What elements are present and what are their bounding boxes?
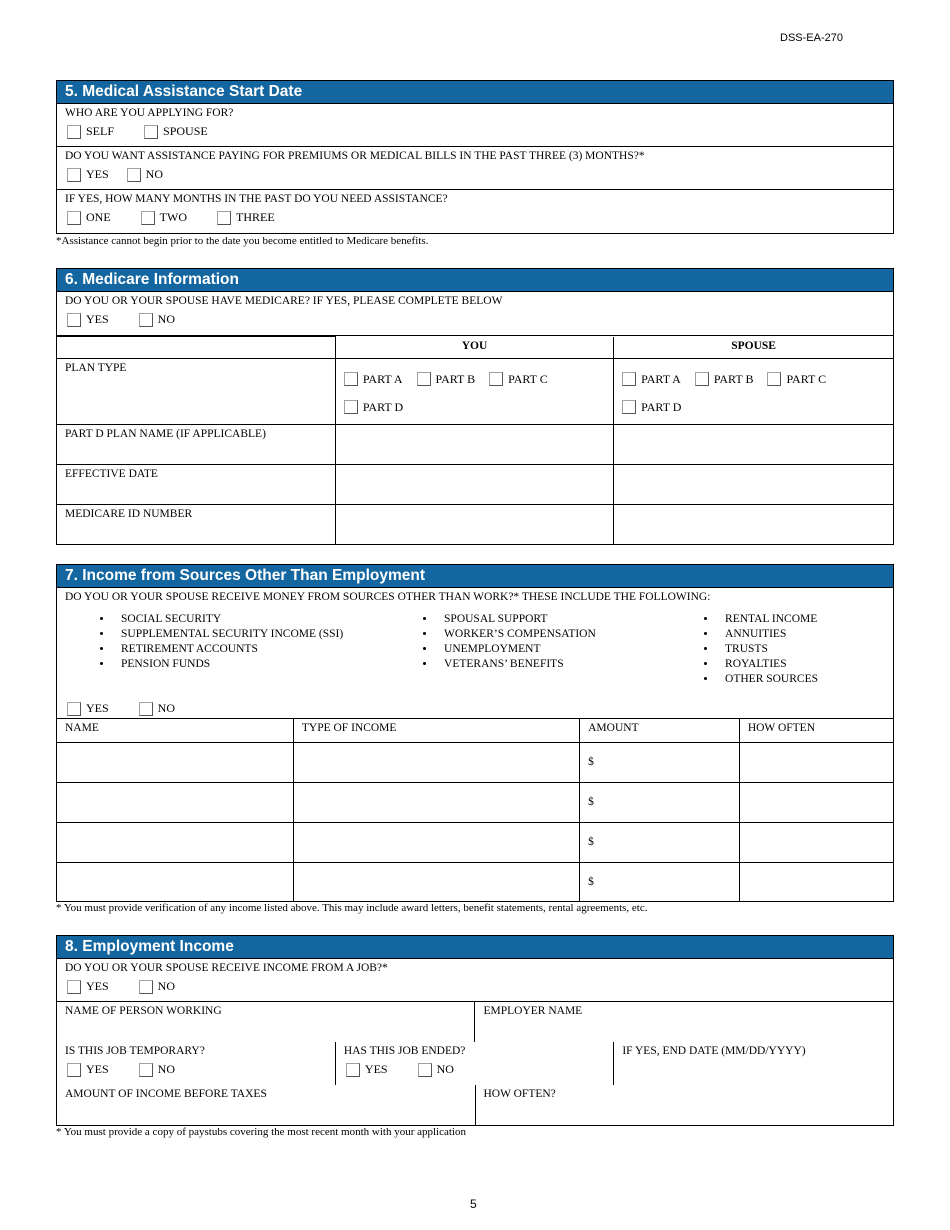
checkbox-icon[interactable]: [139, 313, 153, 327]
type-field[interactable]: [293, 742, 579, 782]
col-spouse: SPOUSE: [614, 337, 893, 359]
list-item: • ANNUITIES: [717, 627, 893, 642]
three-checkbox[interactable]: THREE: [217, 210, 275, 225]
checkbox-icon[interactable]: [67, 211, 81, 225]
section8-note: * You must provide a copy of paystubs covering the most recent month with your application: [56, 1126, 466, 1138]
checkbox-icon[interactable]: [141, 211, 155, 225]
checkbox-icon[interactable]: [489, 372, 503, 386]
how-often-field[interactable]: HOW OFTEN?: [475, 1085, 893, 1125]
section7-note: * You must provide verification of any income listed above. This may include award letters, benefit statements, rental agreements, etc.: [56, 902, 648, 914]
header-type-of-income: TYPE OF INCOME: [293, 719, 579, 742]
spouse-part-d-plan-name-field[interactable]: [614, 425, 893, 465]
checkbox-icon[interactable]: [346, 1063, 360, 1077]
section-medicare-information: [56, 268, 894, 545]
table-row: [57, 782, 893, 822]
no-checkbox[interactable]: NO: [139, 312, 175, 327]
checkbox-icon[interactable]: [418, 1063, 432, 1077]
list-item: • ROYALTIES: [717, 657, 893, 672]
section-medical-assistance-start-date: [56, 80, 894, 234]
name-of-person-working-field[interactable]: NAME OF PERSON WORKING: [57, 1002, 475, 1042]
spouse-part-b-checkbox[interactable]: PART B: [695, 365, 754, 393]
you-part-d-plan-name-field[interactable]: [335, 425, 613, 465]
list-item: • SOCIAL SECURITY: [113, 612, 416, 627]
list-item: • UNEMPLOYMENT: [436, 642, 697, 657]
section-title: 8. Employment Income: [57, 936, 893, 959]
spouse-medicare-id-field[interactable]: [614, 505, 893, 544]
amount-field[interactable]: $: [580, 822, 740, 862]
yes-checkbox[interactable]: YES: [67, 167, 109, 182]
question-label: WHO ARE YOU APPLYING FOR?: [65, 107, 234, 119]
yes-checkbox[interactable]: YES: [67, 979, 109, 994]
question-label: DO YOU OR YOUR SPOUSE RECEIVE MONEY FROM SOURCES OTHER THAN WORK?* THESE INCLUDE THE FOLLOWING:: [65, 591, 711, 603]
list-item: • OTHER SOURCES: [717, 672, 893, 687]
two-checkbox[interactable]: TWO: [141, 210, 187, 225]
checkbox-icon[interactable]: [217, 211, 231, 225]
income-table: [57, 719, 893, 901]
row-label: PLAN TYPE: [57, 359, 335, 425]
checkbox-icon[interactable]: [67, 1063, 81, 1077]
type-field[interactable]: [293, 862, 579, 901]
amount-field[interactable]: $: [580, 742, 740, 782]
type-field[interactable]: [293, 782, 579, 822]
checkbox-icon[interactable]: [767, 372, 781, 386]
amount-field[interactable]: $: [580, 862, 740, 901]
list-item: • WORKER’S COMPENSATION: [436, 627, 697, 642]
checkbox-icon[interactable]: [417, 372, 431, 386]
no-checkbox[interactable]: NO: [139, 979, 175, 994]
name-field[interactable]: [57, 782, 293, 822]
how-often-field[interactable]: [739, 862, 893, 901]
employment-table-3: [57, 1085, 893, 1125]
question-label: DO YOU WANT ASSISTANCE PAYING FOR PREMIUMS OR MEDICAL BILLS IN THE PAST THREE (3) MONTHS?*: [65, 150, 645, 162]
checkbox-icon[interactable]: [139, 702, 153, 716]
row-label: MEDICARE ID NUMBER: [57, 505, 335, 544]
spouse-effective-date-field[interactable]: [614, 465, 893, 505]
checkbox-icon[interactable]: [695, 372, 709, 386]
checkbox-icon[interactable]: [67, 980, 81, 994]
you-part-b-checkbox[interactable]: PART B: [417, 365, 476, 393]
job-income-row: [57, 959, 893, 1002]
temporary-no-checkbox[interactable]: NO: [139, 1062, 175, 1077]
self-checkbox[interactable]: SELF: [67, 124, 114, 139]
checkbox-icon[interactable]: [139, 980, 153, 994]
income-sources-list-3: [697, 612, 893, 687]
you-part-c-checkbox[interactable]: PART C: [489, 365, 548, 393]
list-item: • PENSION FUNDS: [113, 657, 416, 672]
checkbox-icon[interactable]: [67, 168, 81, 182]
one-checkbox[interactable]: ONE: [67, 210, 111, 225]
question-label: DO YOU OR YOUR SPOUSE RECEIVE INCOME FROM A JOB?*: [65, 962, 388, 974]
no-checkbox[interactable]: NO: [139, 701, 175, 716]
name-field[interactable]: [57, 822, 293, 862]
spouse-checkbox[interactable]: SPOUSE: [144, 124, 208, 139]
name-field[interactable]: [57, 862, 293, 901]
income-sources-list-1: [93, 612, 416, 687]
job-temporary-cell: [57, 1042, 335, 1085]
header-amount: AMOUNT: [580, 719, 740, 742]
table-row: [57, 822, 893, 862]
how-often-field[interactable]: [739, 742, 893, 782]
section-title: 5. Medical Assistance Start Date: [57, 81, 893, 104]
ended-yes-checkbox[interactable]: YES: [346, 1062, 388, 1077]
employment-table-1: [57, 1002, 893, 1042]
section-title: 6. Medicare Information: [57, 269, 893, 292]
past-months-row: [57, 147, 893, 190]
yes-checkbox[interactable]: YES: [67, 701, 109, 716]
section-title: 7. Income from Sources Other Than Employment: [57, 565, 893, 588]
table-row: [57, 742, 893, 782]
income-sources-list-2: [416, 612, 697, 687]
you-part-a-checkbox[interactable]: PART A: [344, 365, 403, 393]
section-employment-income: [56, 935, 894, 1126]
months-count-row: [57, 190, 893, 233]
checkbox-icon[interactable]: [144, 125, 158, 139]
you-plan-type: [335, 359, 613, 425]
section-income-other-sources: [56, 564, 894, 902]
applying-for-row: [57, 104, 893, 147]
yes-checkbox[interactable]: YES: [67, 312, 109, 327]
employer-name-field[interactable]: EMPLOYER NAME: [475, 1002, 893, 1042]
checkbox-icon[interactable]: [127, 168, 141, 182]
row-label: EFFECTIVE DATE: [57, 465, 335, 505]
row-label: PART D PLAN NAME (IF APPLICABLE): [57, 425, 335, 465]
has-medicare-row: [57, 292, 893, 336]
employment-table-2: [57, 1042, 893, 1085]
checkbox-icon[interactable]: [67, 313, 81, 327]
temporary-yes-checkbox[interactable]: YES: [67, 1062, 109, 1077]
list-item: • RENTAL INCOME: [717, 612, 893, 627]
section5-note: *Assistance cannot begin prior to the date you become entitled to Medicare benefits.: [56, 235, 429, 247]
list-item: • SPOUSAL SUPPORT: [436, 612, 697, 627]
other-income-row: [57, 588, 893, 719]
header-name: NAME: [57, 719, 293, 742]
checkbox-icon[interactable]: [344, 372, 358, 386]
form-code: DSS-EA-270: [780, 32, 843, 44]
checkbox-icon[interactable]: [139, 1063, 153, 1077]
name-field[interactable]: [57, 742, 293, 782]
list-item: • TRUSTS: [717, 642, 893, 657]
checkbox-icon[interactable]: [67, 702, 81, 716]
amount-before-taxes-field[interactable]: AMOUNT OF INCOME BEFORE TAXES: [57, 1085, 475, 1125]
checkbox-icon[interactable]: [67, 125, 81, 139]
how-often-field[interactable]: [739, 782, 893, 822]
you-part-d-checkbox[interactable]: PART D: [344, 393, 403, 421]
question-label: DO YOU OR YOUR SPOUSE HAVE MEDICARE? IF YES, PLEASE COMPLETE BELOW: [65, 295, 503, 307]
spouse-part-a-checkbox[interactable]: PART A: [622, 365, 681, 393]
checkbox-icon[interactable]: [344, 400, 358, 414]
blank-header: [57, 337, 335, 359]
medicare-table: [57, 336, 893, 544]
spouse-part-c-checkbox[interactable]: PART C: [767, 365, 826, 393]
question-label: IF YES, HOW MANY MONTHS IN THE PAST DO YOU NEED ASSISTANCE?: [65, 193, 448, 205]
list-item: • SUPPLEMENTAL SECURITY INCOME (SSI): [113, 627, 416, 642]
question-label: HAS THIS JOB ENDED?: [343, 1045, 466, 1057]
ended-no-checkbox[interactable]: NO: [418, 1062, 454, 1077]
list-item: • VETERANS’ BENEFITS: [436, 657, 697, 672]
spouse-part-d-checkbox[interactable]: PART D: [622, 393, 681, 421]
how-often-field[interactable]: [739, 822, 893, 862]
page-number: 5: [470, 1197, 477, 1211]
no-checkbox[interactable]: NO: [127, 167, 163, 182]
col-you: YOU: [335, 337, 613, 359]
header-how-often: HOW OFTEN: [739, 719, 893, 742]
end-date-field[interactable]: IF YES, END DATE (MM/DD/YYYY): [614, 1042, 893, 1085]
you-effective-date-field[interactable]: [335, 465, 613, 505]
job-ended-cell: [335, 1042, 613, 1085]
list-item: • RETIREMENT ACCOUNTS: [113, 642, 416, 657]
you-medicare-id-field[interactable]: [335, 505, 613, 544]
spouse-plan-type: [614, 359, 893, 425]
checkbox-icon[interactable]: [622, 400, 636, 414]
table-row: [57, 862, 893, 901]
checkbox-icon[interactable]: [622, 372, 636, 386]
type-field[interactable]: [293, 822, 579, 862]
amount-field[interactable]: $: [580, 782, 740, 822]
question-label: IS THIS JOB TEMPORARY?: [65, 1045, 205, 1057]
